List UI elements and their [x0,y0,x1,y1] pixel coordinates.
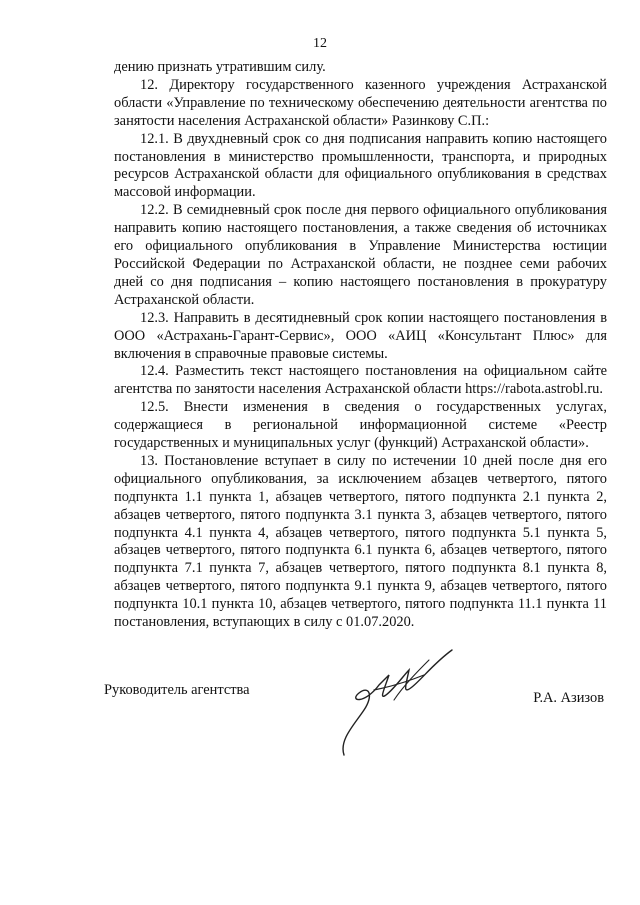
paragraph-12-1: 12.1. В двухдневный срок со дня подписания направить копию настоящего постановления в министерство промышленности, транспорта, и природных ресурсов Астраханской области для официального опубликования в средствах массовой информации. [114,130,607,201]
signature-block [104,680,604,810]
handwritten-signature [334,645,464,760]
paragraph-12-2: 12.2. В семидневный срок после дня первого официального опубликования направить копию настоящего постановления, а также сведения об источниках его официального опубликования в Управление Министерства юстиции Российской Федерации по Астраханской области, не позднее семи рабочих дней со дня подписания – копию настоящего постановления в прокуратуру Астраханской области. [114,202,607,308]
paragraph-13: 13. Постановление вступает в силу по истечении 10 дней после дня его официального опубликования, за исключением абзацев четвертого, пятого подпункта 1.1 пункта 1, абзацев четвертого, пятого подпункта 2.1 пункта 2, абзацев четвертого, пятого подпункта 3.1 пункта 3, абзацев четвертого, пятого подпункта 4.1 пункта 4, абзацев четвертого, пятого подпункта 5.1 пункта 5, абзацев четвертого, пятого подпункта 6.1 пункта 6, абзацев четвертого, пятого подпункта 7.1 пункта 7, абзацев четвертого, пятого подпункта 8.1 пункта 8, абзацев четвертого, пятого подпункта 9.1 пункта 9, абзацев четвертого, пятого подпункта 10.1 пункта 10, абзацев четвертого, пятого подпункта 11.1 пункта 11 постановления, вступающих в силу с 01.07.2020. [114,452,607,631]
paragraph-12-3: 12.3. Направить в десятидневный срок копии настоящего постановления в ООО «Астрахань-Гарант-Сервис», ООО «АИЦ «Консультант Плюс» для включения в справочные правовые системы. [114,309,607,362]
document-body [114,59,607,632]
paragraph-12-4: 12.4. Разместить текст настоящего постановления на официальном сайте агентства по занятости населения Астраханской области https://rabota.astrobl.ru. [114,363,607,398]
paragraph-continuation: дению признать утратившим силу. [114,59,326,75]
paragraph-12: 12. Директору государственного казенного учреждения Астраханской области «Управление по техническому обеспечению деятельности агентства по занятости населения Астраханской области» Разинкову С.П.: [114,76,607,129]
paragraph-12-5: 12.5. Внести изменения в сведения о государственных услугах, содержащиеся в региональной информационной системе «Реестр государственных и муниципальных услуг (функций) Астраханской области». [114,399,607,452]
signatory-title: Руководитель агентства [104,682,250,698]
signatory-name: Р.А. Азизов [533,690,604,706]
page-number: 12 [313,36,327,51]
